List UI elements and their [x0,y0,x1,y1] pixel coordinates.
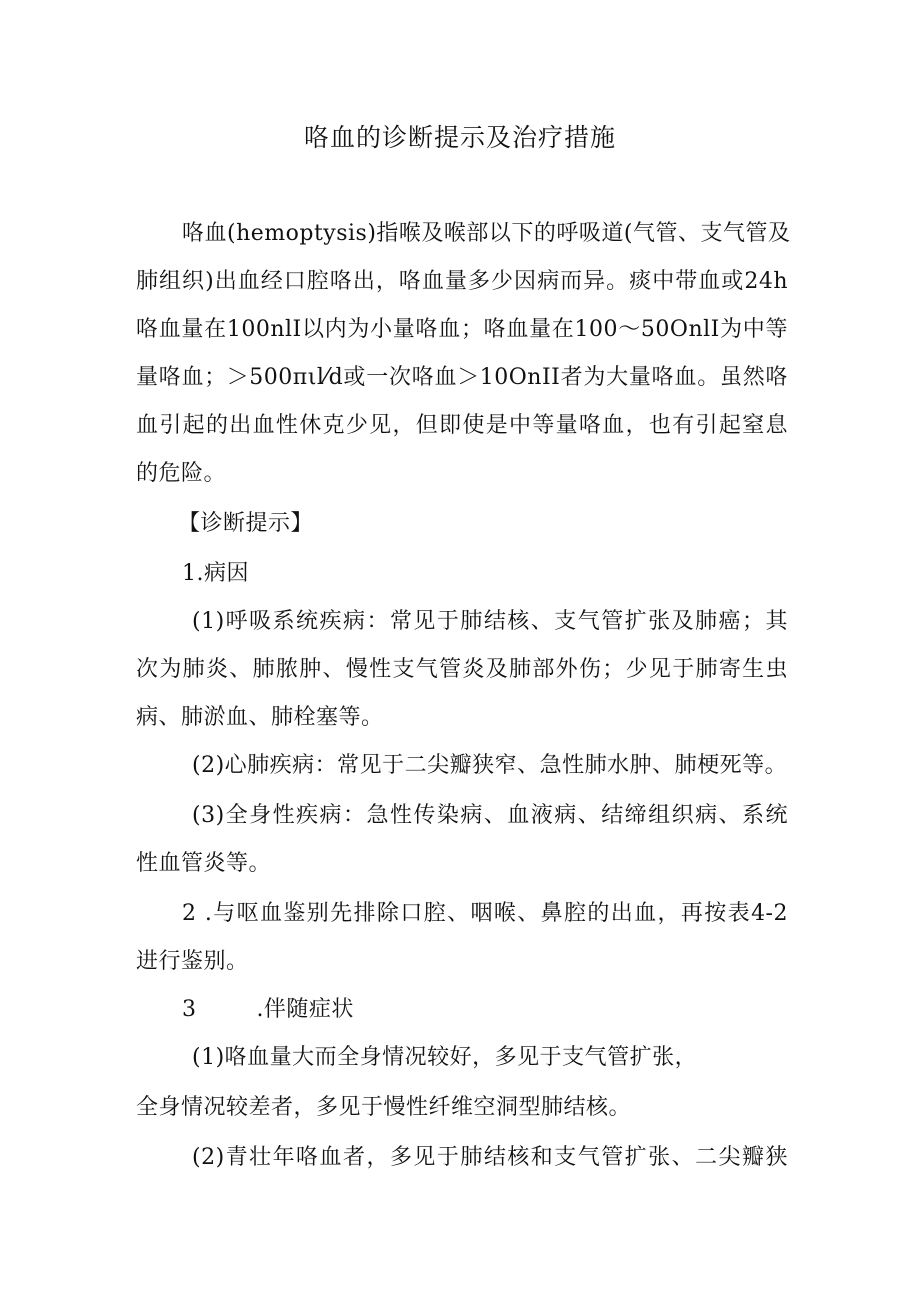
paragraph-line: (1)咯血量大而全身情况较好，多见于支气管扩张， [192,1045,698,1070]
paragraph-line: 次为肺炎、肺脓肿、慢性支气管炎及肺部外伤；少见于肺寄生虫 [136,657,788,682]
subsection-heading: 3 .伴随症状 [182,997,354,1022]
subsection-heading: 1.病因 [182,561,249,586]
paragraph-line: 咯血(hemoptysis)指喉及喉部以下的呼吸道(气管、支气管及 [182,221,791,246]
paragraph-line: 进行鉴别。 [136,949,249,974]
paragraph-line: (3)全身性疾病：急性传染病、血液病、结缔组织病、系统 [192,803,788,828]
paragraph-line: 肺组织)出血经口腔咯出，咯血量多少因病而异。痰中带血或24h [136,269,788,294]
paragraph-line: 2 .与呕血鉴别先排除口腔、咽喉、鼻腔的出血，再按表4-2 [182,901,788,926]
section-heading: 【诊断提示】 [178,511,314,536]
paragraph-line: 的危险。 [136,461,227,486]
paragraph-line: 性血管炎等。 [136,851,272,876]
paragraph-line: (2)心肺疾病：常见于二尖瓣狭窄、急性肺水肿、肺梗死等。 [192,753,788,778]
paragraph-line: (1)呼吸系统疾病：常见于肺结核、支气管扩张及肺癌；其 [192,609,788,634]
paragraph-line: 量咯血；＞500πιl⁄d或一次咯血＞10OnII者为大量咯血。虽然咯 [136,365,788,390]
paragraph-line: 病、肺淤血、肺栓塞等。 [136,705,384,730]
paragraph-line: (2)青壮年咯血者，多见于肺结核和支气管扩张、二尖瓣狭 [192,1145,788,1170]
document-title: 咯血的诊断提示及治疗措施 [303,123,616,152]
paragraph-line: 咯血量在100nlI以内为小量咯血；咯血量在100～50OnlI为中等 [136,317,788,342]
paragraph-line: 全身情况较差者，多见于慢性纤维空洞型肺结核。 [136,1095,632,1120]
paragraph-line: 血引起的出血性休克少见，但即使是中等量咯血，也有引起窒息 [136,413,788,438]
